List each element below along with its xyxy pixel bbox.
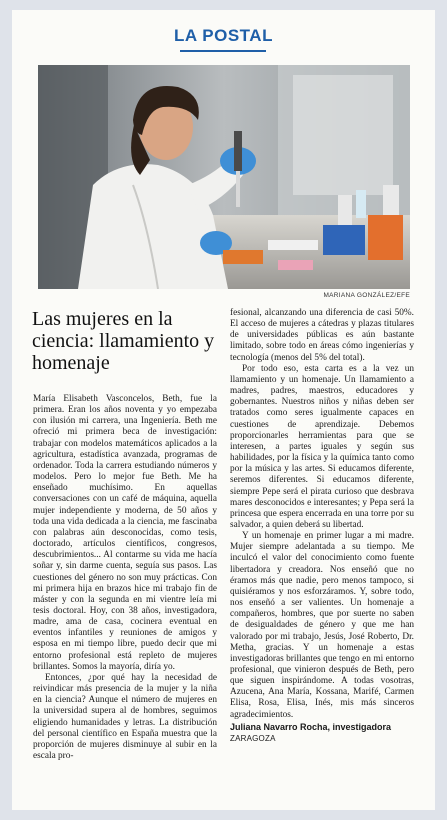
- author-city: ZARAGOZA: [230, 733, 276, 743]
- article-paragraph: Por todo eso, esta carta es a la vez un llamamiento y un homenaje. Un llamamiento a madres, padres, maestros, educadores y gobernantes. Nuestros niños y niñas deben ser tratados como seres igualmente capaces en cuestiones de aprendizaje. Debemos proporcionarles herramientas para que se interesen, a partes iguales y según sus habilidades, por la física y la química tanto como por la música y las artes. Si educamos diferente, seremos diferentes. Si educamos diferente, siempre Pepe será el pirata curioso que desbrava mares desconocidos e interesantes; y Pepa será la princesa que espera encerrada en una torre por su salvador, a quien deberá su libertad.: [230, 363, 414, 530]
- section-title: LA POSTAL: [174, 26, 273, 45]
- article-paragraph: fesional, alcanzando una diferencia de casi 50%. El acceso de mujeres a cátedras y plazas titulares de universidades públicas es aún bastante limitado, sobre todo en áreas cómo ingenierías y tecnología (menos del 5% del total).: [230, 308, 414, 363]
- newspaper-page: [12, 10, 435, 810]
- article-column-right: [230, 308, 414, 798]
- article-column-left: [33, 394, 217, 794]
- article-paragraph: Entonces, ¿por qué hay la necesidad de reivindicar más presencia de la mujer y la niña en la ciencia? Aunque el número de mujeres en la universidad supera al de hombres, seguimos eligiendo humanidades y letras. La distribución del personal científico en España muestra que la proporción de mujeres disminuye al subir en la escala pro-: [33, 672, 217, 761]
- article-paragraph: Y un homenaje en primer lugar a mi madre. Mujer siempre adelantada a su tiempo. Me inculcó el valor del conocimiento como fuente libertadora y creadora. Nos enseñó que no éramos más que nadie, pero menos tampoco, si quisiéramos y nos esforzáramos. Y, sobre todo, nos enseñó a ser valientes. Un homenaje a compañeros, hombres, que por suerte no saben de desigualdades de género y que me han valorado por mi trabajo, Jesús, José Roberto, Dr. Metha, gracias. Y un homenaje a estas investigadoras brillantes que tengo en mi entorno profesional, que vinieron después de Beth, pero que siguen inspirándome. A todas vosotras, Azucena, Ana María, Kossana, Marifé, Carmen Elisa, Rosa, Elisa, Inés, mis más sinceros agradecimientos.: [230, 531, 414, 720]
- article-paragraph: María Elisabeth Vasconcelos, Beth, fue la primera. Eran los años noventa y yo empezaba con ilusión mi carrera, una Ingeniería. Beth me ofreció mi primera beca de investigación: trabajar con modelos matemáticos aplicados a la agricultura, estadística avanzada, programas de ordenador. Toda la carrera estudiando números y modelos. Pero lo mejor fue Beth. Me ha enseñado muchísimo. En aquellas conversaciones con un café de máquina, aquella mujer independiente y moderna, de 50 años y toda una vida dedicada a la ciencia, me fascinaba con palabras aún desconocidas, como tesis, doctorado, artículos científicos, congresos, descubrimientos... Al contarme su vida me hacía soñar y, sin darme cuenta, seguía sus pasos. Las cuestiones del género no son muy prácticas. Con mi primera hija en brazos hice mi trabajo fin de máster y con la segunda en mi vientre leía mi tesis doctoral. Hoy, con 38 años, investigadora, madre, ama de casa, cocinera eventual en eventos infantiles y reuniones de amigos y esposa en mi tiempo libre, puedo decir que mi entorno profesional está repleto de mujeres brillantes. Somos la mayoría, diría yo.: [33, 394, 217, 672]
- photo-credit: MARIANA GONZÁLEZ/EFE: [323, 292, 410, 299]
- article-headline: Las mujeres en la ciencia: llamamiento y homenaje: [32, 308, 215, 374]
- photo-illustration: [38, 65, 410, 289]
- lab-scientist-photo: [38, 65, 410, 289]
- author-signature: Juliana Navarro Rocha, investigadora: [230, 721, 392, 732]
- section-title-underline: [180, 50, 266, 52]
